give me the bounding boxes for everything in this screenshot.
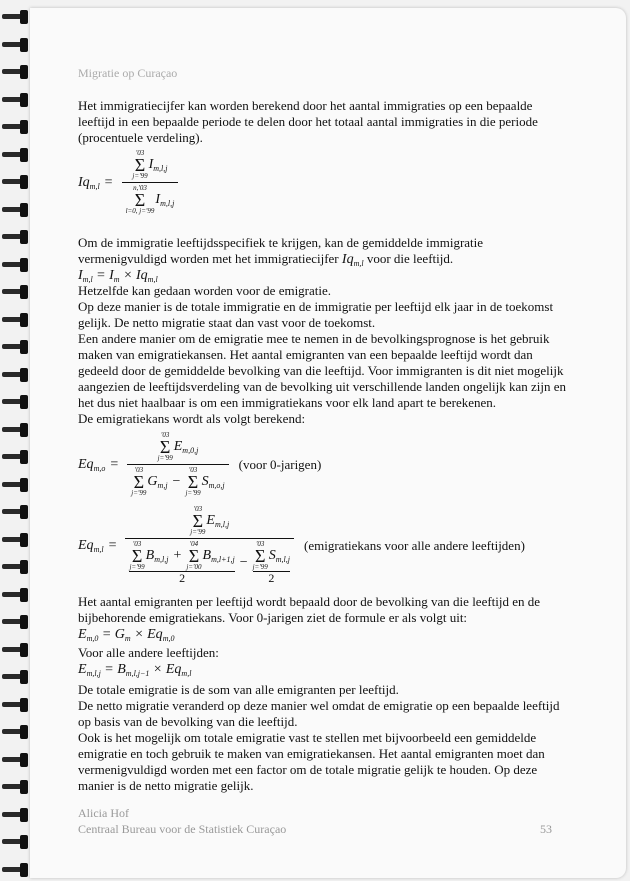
binding-ring [2,505,30,519]
text-line: gelijk. De netto migratie staat dan vast voor de toekomst. [78,315,376,330]
text-line: manier is de netto migratie gelijk. [78,778,254,793]
text-line: maken van emigratiekansen. Het aantal emigranten van een bepaalde leeftijd wordt dan [78,347,533,362]
page-number: 53 [540,822,552,836]
text-line: Het aantal emigranten per leeftijd wordt bepaald door de bevolking van die leeftijd en de [78,594,541,609]
text-line: vermenigvuldigd worden met een factor om de totale migratie gelijk te houden. Op deze [78,762,538,777]
binding-ring [2,423,30,437]
binding-ring [2,725,30,739]
binding-ring [2,533,30,547]
text-line: het dus niet haalbaar is om een immigratiekans voor elk land apart te berekenen. [78,395,497,410]
spiral-binding [0,10,34,880]
formula-e-mlj: $E_{m,l,j} = B_{m,l,j-1} \times Eq_{m,l}$ [78,662,192,678]
text-line: emigratie en toch gebruik te maken van emigratiekansen. Het aantal emigranten moet dan [78,746,545,761]
binding-ring [2,643,30,657]
text-line: De emigratiekans wordt als volgt berekend: [78,411,306,426]
formula-eq-m0: $Eq_{m,o}$ = '03 Σ j='99 $E_{m,0,j}$ '03 Σ j='99 $G_{m,j}$ − '03 Σ j='99 $S_{m,o,j}$ (voor 0-jarigen) [78,431,322,497]
binding-ring [2,258,30,272]
binding-ring [2,93,30,107]
binding-ring [2,753,30,767]
binding-ring [2,230,30,244]
binding-ring [2,835,30,849]
binding-ring [2,203,30,217]
binding-ring [2,808,30,822]
footer-author: Alicia Hof [78,806,129,820]
text-line: (procentuele verdeling). [78,130,203,145]
binding-ring [2,120,30,134]
binding-ring [2,395,30,409]
text-line: Hetzelfde kan gedaan worden voor de emigratie. [78,283,332,298]
text-line: gedeeld door de gemiddelde bevolking van die leeftijd. Voor immigranten is dit niet mogelijk [78,363,564,378]
binding-ring [2,615,30,629]
text-line: leeftijd in een bepaalde periode te delen door het totaal aantal immigraties in die periode [78,114,538,129]
text-line: Het immigratiecijfer kan worden berekend door het aantal immigraties op een bepaalde [78,98,533,113]
formula-e-m0: $E_{m,0} = G_m \times Eq_{m,0}$ [78,627,175,643]
running-header: Migratie op Curaçao [78,66,178,80]
text-line: De totale emigratie is de som van alle emigranten per leeftijd. [78,682,399,697]
binding-ring [2,340,30,354]
formula-eq-ml: $Eq_{m,l}$ = '03 Σ j='99 $E_{m,l,j}$ '03 Σ j='99 $B_{m,l,j}$ + '04 Σ j='00 $B_{m,l+1,j}$ 2 − '03 Σ j='99 $S_{m,l,j}$ 2 (emigratiekans voor alle andere leeftijden) [78,505,525,585]
binding-ring [2,588,30,602]
text-line: Op deze manier is de totale immigratie en de immigratie per leeftijd elk jaar in de toekomst [78,299,554,314]
text-line: vermenigvuldigd worden met het immigratiecijfer $Iq_{m,l}$ voor die leeftijd. [78,251,454,268]
binding-ring [2,65,30,79]
binding-ring [2,10,30,24]
formula-i: $I_{m,l} = I_m \times Iq_{m,l}$ [78,268,158,284]
binding-ring [2,780,30,794]
binding-ring [2,285,30,299]
binding-ring [2,368,30,382]
binding-ring [2,175,30,189]
binding-ring [2,698,30,712]
binding-ring [2,863,30,877]
text-line: Ook is het mogelijk om totale emigratie vast te stellen met bijvoorbeeld een gemiddelde [78,730,537,745]
binding-ring [2,478,30,492]
binding-ring [2,450,30,464]
binding-ring [2,313,30,327]
text-line: Voor alle andere leeftijden: [78,645,219,660]
binding-ring [2,670,30,684]
binding-ring [2,148,30,162]
footer-organization: Centraal Bureau voor de Statistiek Curaçao [78,822,287,836]
text-line: bijbehorende emigratiekans. Voor 0-jarigen ziet de formule er als volgt uit: [78,610,468,625]
text-line: Een andere manier om de emigratie mee te nemen in de bevolkingsprognose is het gebruik [78,331,550,346]
text-line: Om de immigratie leeftijdsspecifiek te krijgen, kan de gemiddelde immigratie [78,235,484,250]
text-line: op basis van de bevolking van die leeftijd. [78,714,298,729]
binding-ring [2,560,30,574]
binding-ring [2,38,30,52]
formula-iq: $Iq_{m,l}$ = '03 Σ j='99 $I_{m,l,j}$ n,'03 Σ l=0, j='99 $I_{m,l,j}$ [78,150,182,215]
text-line: aangezien de leeftijdsverdeling van de bevolking uit verschillende landen ongelijk kan zijn en [78,379,567,394]
text-line: De netto migratie veranderd op deze manier wel omdat de emigratie op een bepaalde leeftijd [78,698,560,713]
